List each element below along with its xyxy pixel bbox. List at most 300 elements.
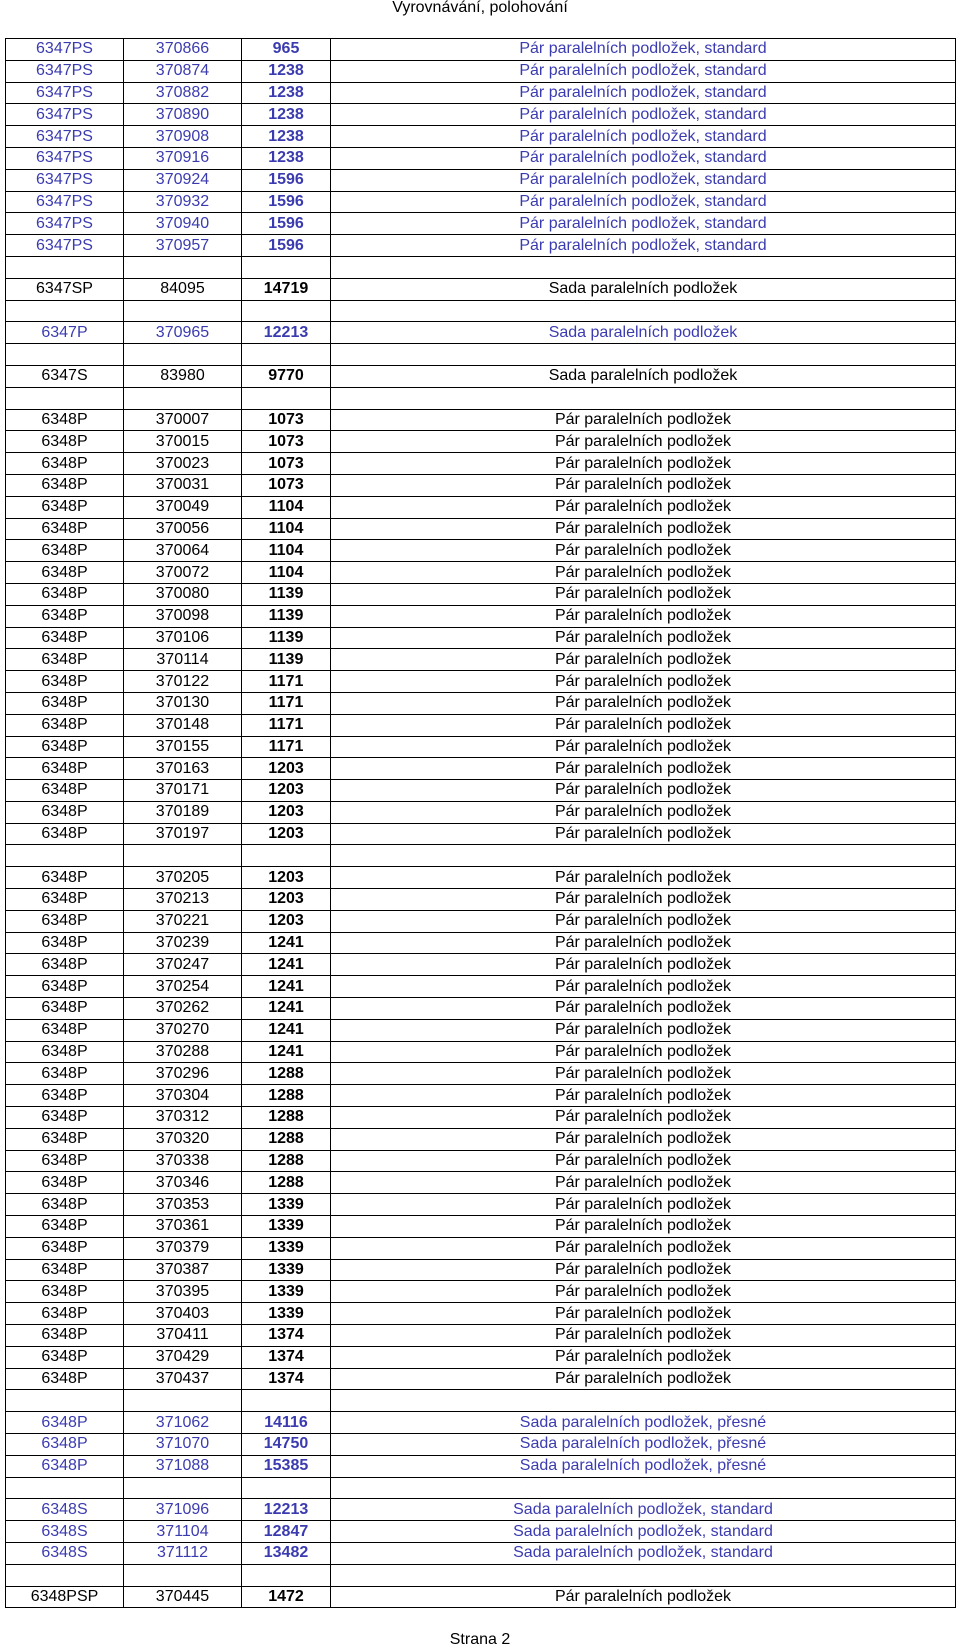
order-number-cell: 370155 (124, 736, 242, 758)
price-cell: 1171 (242, 736, 331, 758)
price-cell: 1288 (242, 1063, 331, 1085)
description-cell: Pár paralelních podložek (331, 976, 956, 998)
order-number-cell: 370148 (124, 714, 242, 736)
description-cell: Pár paralelních podložek, standard (331, 213, 956, 235)
code-cell: 6348P (6, 1325, 124, 1347)
code-cell (6, 1477, 124, 1499)
code-cell (6, 1390, 124, 1412)
description-cell (331, 1390, 956, 1412)
order-number-cell: 83980 (124, 365, 242, 387)
price-cell: 1073 (242, 409, 331, 431)
description-cell: Pár paralelních podložek (331, 867, 956, 889)
table-row (6, 496, 956, 518)
code-cell: 6348P (6, 1237, 124, 1259)
description-cell (331, 256, 956, 278)
order-number-cell: 370122 (124, 671, 242, 693)
table-row (6, 867, 956, 889)
code-cell: 6347PS (6, 235, 124, 257)
price-cell: 1374 (242, 1346, 331, 1368)
code-cell: 6347PS (6, 169, 124, 191)
order-number-cell: 370338 (124, 1150, 242, 1172)
description-cell: Pár paralelních podložek, standard (331, 60, 956, 82)
description-cell: Pár paralelních podložek (331, 1085, 956, 1107)
code-cell: 6348P (6, 583, 124, 605)
code-cell: 6348P (6, 736, 124, 758)
order-number-cell: 371070 (124, 1434, 242, 1456)
order-number-cell: 370965 (124, 322, 242, 344)
description-cell: Pár paralelních podložek, standard (331, 147, 956, 169)
code-cell: 6348P (6, 1346, 124, 1368)
order-number-cell: 370056 (124, 518, 242, 540)
description-cell: Pár paralelních podložek (331, 1259, 956, 1281)
order-number-cell: 370072 (124, 562, 242, 584)
description-cell: Sada paralelních podložek (331, 322, 956, 344)
table-row (6, 1521, 956, 1543)
order-number-cell: 370163 (124, 758, 242, 780)
code-cell: 6347S (6, 365, 124, 387)
table-row (6, 82, 956, 104)
order-number-cell: 370353 (124, 1194, 242, 1216)
order-number-cell: 370288 (124, 1041, 242, 1063)
description-cell: Sada paralelních podložek, standard (331, 1542, 956, 1564)
price-table (5, 38, 956, 1608)
order-number-cell: 370882 (124, 82, 242, 104)
table-row (6, 540, 956, 562)
order-number-cell: 370940 (124, 213, 242, 235)
price-cell: 1104 (242, 518, 331, 540)
price-cell: 1241 (242, 976, 331, 998)
code-cell: 6347PS (6, 104, 124, 126)
price-cell (242, 1564, 331, 1586)
code-cell: 6348P (6, 409, 124, 431)
code-cell: 6348P (6, 649, 124, 671)
description-cell: Pár paralelních podložek (331, 1325, 956, 1347)
table-row (6, 1237, 956, 1259)
price-cell: 1203 (242, 889, 331, 911)
order-number-cell (124, 300, 242, 322)
price-cell: 1073 (242, 474, 331, 496)
order-number-cell: 370429 (124, 1346, 242, 1368)
description-cell: Pár paralelních podložek (331, 823, 956, 845)
code-cell: 6347PS (6, 213, 124, 235)
table-row (6, 147, 956, 169)
description-cell: Pár paralelních podložek (331, 1194, 956, 1216)
order-number-cell: 370916 (124, 147, 242, 169)
table-row (6, 910, 956, 932)
price-cell: 1171 (242, 692, 331, 714)
table-row (6, 1303, 956, 1325)
price-cell: 1171 (242, 714, 331, 736)
order-number-cell: 370023 (124, 453, 242, 475)
blank-separator-row (6, 1390, 956, 1412)
table-row (6, 104, 956, 126)
code-cell: 6347PS (6, 191, 124, 213)
table-row (6, 1259, 956, 1281)
code-cell: 6348P (6, 954, 124, 976)
description-cell: Pár paralelních podložek, standard (331, 104, 956, 126)
code-cell: 6348P (6, 889, 124, 911)
order-number-cell: 371096 (124, 1499, 242, 1521)
description-cell: Pár paralelních podložek (331, 1128, 956, 1150)
code-cell (6, 1564, 124, 1586)
price-cell: 1288 (242, 1107, 331, 1129)
description-cell: Pár paralelních podložek (331, 431, 956, 453)
order-number-cell: 370346 (124, 1172, 242, 1194)
order-number-cell: 370254 (124, 976, 242, 998)
table-row (6, 1194, 956, 1216)
order-number-cell: 370270 (124, 1019, 242, 1041)
description-cell: Sada paralelních podložek (331, 278, 956, 300)
code-cell: 6347SP (6, 278, 124, 300)
order-number-cell: 370437 (124, 1368, 242, 1390)
code-cell: 6348P (6, 714, 124, 736)
code-cell (6, 344, 124, 366)
price-cell: 13482 (242, 1542, 331, 1564)
price-cell: 1171 (242, 671, 331, 693)
table-row (6, 126, 956, 148)
order-number-cell: 370106 (124, 627, 242, 649)
table-row (6, 671, 956, 693)
price-cell: 1203 (242, 758, 331, 780)
description-cell: Pár paralelních podložek (331, 649, 956, 671)
price-table-body (6, 39, 956, 1608)
code-cell: 6348P (6, 1128, 124, 1150)
price-cell: 1073 (242, 431, 331, 453)
price-cell (242, 256, 331, 278)
code-cell: 6348P (6, 453, 124, 475)
blank-separator-row (6, 256, 956, 278)
order-number-cell: 370015 (124, 431, 242, 453)
code-cell: 6348P (6, 910, 124, 932)
order-number-cell: 370924 (124, 169, 242, 191)
description-cell: Pár paralelních podložek (331, 910, 956, 932)
table-row (6, 1412, 956, 1434)
code-cell: 6347PS (6, 60, 124, 82)
order-number-cell: 370130 (124, 692, 242, 714)
description-cell: Pár paralelních podložek (331, 474, 956, 496)
code-cell: 6348P (6, 671, 124, 693)
code-cell: 6348P (6, 474, 124, 496)
description-cell: Pár paralelních podložek (331, 562, 956, 584)
table-row (6, 1586, 956, 1608)
price-cell: 1139 (242, 605, 331, 627)
code-cell: 6347PS (6, 39, 124, 61)
code-cell: 6348S (6, 1521, 124, 1543)
order-number-cell (124, 1477, 242, 1499)
code-cell (6, 256, 124, 278)
price-cell: 1203 (242, 867, 331, 889)
code-cell: 6348P (6, 758, 124, 780)
order-number-cell: 370361 (124, 1216, 242, 1238)
order-number-cell: 370221 (124, 910, 242, 932)
price-cell: 1339 (242, 1194, 331, 1216)
price-cell (242, 845, 331, 867)
order-number-cell: 370874 (124, 60, 242, 82)
blank-separator-row (6, 387, 956, 409)
table-row (6, 278, 956, 300)
price-cell: 1339 (242, 1216, 331, 1238)
order-number-cell: 370320 (124, 1128, 242, 1150)
table-row (6, 889, 956, 911)
description-cell: Sada paralelních podložek, standard (331, 1499, 956, 1521)
price-cell: 1139 (242, 649, 331, 671)
code-cell: 6348P (6, 431, 124, 453)
code-cell (6, 387, 124, 409)
price-cell: 1238 (242, 60, 331, 82)
code-cell: 6348P (6, 998, 124, 1020)
code-cell: 6348P (6, 1455, 124, 1477)
order-number-cell: 371112 (124, 1542, 242, 1564)
blank-separator-row (6, 1564, 956, 1586)
code-cell: 6348P (6, 605, 124, 627)
code-cell: 6348P (6, 1368, 124, 1390)
order-number-cell: 370908 (124, 126, 242, 148)
table-row (6, 169, 956, 191)
description-cell: Pár paralelních podložek (331, 1281, 956, 1303)
code-cell: 6348P (6, 1085, 124, 1107)
table-row (6, 431, 956, 453)
code-cell: 6348P (6, 1150, 124, 1172)
price-cell: 1139 (242, 583, 331, 605)
table-row (6, 823, 956, 845)
code-cell: 6348P (6, 496, 124, 518)
price-cell: 14719 (242, 278, 331, 300)
table-row (6, 518, 956, 540)
table-row (6, 562, 956, 584)
table-row (6, 1216, 956, 1238)
price-cell: 1596 (242, 235, 331, 257)
description-cell: Pár paralelních podložek (331, 1107, 956, 1129)
price-cell: 1203 (242, 801, 331, 823)
price-cell: 14750 (242, 1434, 331, 1456)
order-number-cell: 371088 (124, 1455, 242, 1477)
order-number-cell: 370189 (124, 801, 242, 823)
order-number-cell: 370114 (124, 649, 242, 671)
code-cell (6, 300, 124, 322)
code-cell: 6348P (6, 1259, 124, 1281)
price-cell: 1339 (242, 1281, 331, 1303)
description-cell: Pár paralelních podložek (331, 1063, 956, 1085)
description-cell: Pár paralelních podložek (331, 1368, 956, 1390)
order-number-cell: 370262 (124, 998, 242, 1020)
description-cell: Pár paralelních podložek (331, 692, 956, 714)
code-cell: 6348P (6, 1063, 124, 1085)
page-title: Vyrovnávání, polohování (392, 0, 568, 16)
price-cell: 1374 (242, 1368, 331, 1390)
order-number-cell: 370213 (124, 889, 242, 911)
order-number-cell: 370932 (124, 191, 242, 213)
page-footer: Strana 2 (449, 1631, 511, 1648)
price-cell (242, 1477, 331, 1499)
table-row (6, 1368, 956, 1390)
table-row (6, 191, 956, 213)
price-cell: 1238 (242, 104, 331, 126)
description-cell: Pár paralelních podložek (331, 1346, 956, 1368)
table-row (6, 1346, 956, 1368)
order-number-cell: 370411 (124, 1325, 242, 1347)
price-cell: 1238 (242, 126, 331, 148)
price-cell: 1288 (242, 1128, 331, 1150)
price-cell (242, 1390, 331, 1412)
description-cell: Sada paralelních podložek, přesné (331, 1434, 956, 1456)
order-number-cell: 370098 (124, 605, 242, 627)
description-cell: Pár paralelních podložek (331, 1041, 956, 1063)
table-row (6, 1019, 956, 1041)
code-cell: 6347PS (6, 82, 124, 104)
description-cell: Pár paralelních podložek (331, 1586, 956, 1608)
price-cell: 1374 (242, 1325, 331, 1347)
price-cell: 1288 (242, 1150, 331, 1172)
order-number-cell (124, 256, 242, 278)
order-number-cell (124, 1390, 242, 1412)
table-row (6, 1150, 956, 1172)
code-cell: 6348P (6, 627, 124, 649)
price-cell: 1104 (242, 496, 331, 518)
description-cell: Pár paralelních podložek (331, 627, 956, 649)
table-row (6, 1172, 956, 1194)
description-cell: Pár paralelních podložek (331, 736, 956, 758)
description-cell (331, 344, 956, 366)
table-row (6, 736, 956, 758)
price-cell: 1203 (242, 910, 331, 932)
code-cell: 6348P (6, 1303, 124, 1325)
description-cell: Pár paralelních podložek (331, 583, 956, 605)
description-cell: Pár paralelních podložek, standard (331, 126, 956, 148)
price-cell: 12847 (242, 1521, 331, 1543)
code-cell: 6348P (6, 692, 124, 714)
table-row (6, 365, 956, 387)
description-cell: Pár paralelních podložek (331, 998, 956, 1020)
order-number-cell: 370304 (124, 1085, 242, 1107)
description-cell: Pár paralelních podložek (331, 758, 956, 780)
price-cell: 1104 (242, 562, 331, 584)
code-cell: 6348P (6, 1434, 124, 1456)
price-cell: 1241 (242, 1041, 331, 1063)
description-cell (331, 387, 956, 409)
description-cell: Pár paralelních podložek (331, 540, 956, 562)
description-cell: Pár paralelních podložek, standard (331, 169, 956, 191)
order-number-cell: 370171 (124, 780, 242, 802)
order-number-cell: 370031 (124, 474, 242, 496)
code-cell: 6348S (6, 1499, 124, 1521)
description-cell: Pár paralelních podložek (331, 1303, 956, 1325)
code-cell: 6347PS (6, 147, 124, 169)
description-cell: Pár paralelních podložek, standard (331, 191, 956, 213)
price-cell (242, 387, 331, 409)
description-cell: Pár paralelních podložek, standard (331, 39, 956, 61)
price-cell: 1238 (242, 147, 331, 169)
order-number-cell: 370247 (124, 954, 242, 976)
code-cell: 6348P (6, 780, 124, 802)
code-cell: 6348P (6, 540, 124, 562)
price-cell: 1203 (242, 823, 331, 845)
price-cell: 1238 (242, 82, 331, 104)
code-cell: 6348P (6, 518, 124, 540)
price-cell: 1139 (242, 627, 331, 649)
price-cell: 1241 (242, 954, 331, 976)
order-number-cell: 84095 (124, 278, 242, 300)
description-cell: Pár paralelních podložek (331, 1172, 956, 1194)
order-number-cell: 370957 (124, 235, 242, 257)
order-number-cell: 370049 (124, 496, 242, 518)
description-cell (331, 1477, 956, 1499)
price-cell: 15385 (242, 1455, 331, 1477)
table-row (6, 1455, 956, 1477)
code-cell: 6348S (6, 1542, 124, 1564)
description-cell: Sada paralelních podložek, přesné (331, 1455, 956, 1477)
code-cell: 6348P (6, 562, 124, 584)
order-number-cell (124, 344, 242, 366)
table-row (6, 780, 956, 802)
price-cell: 1203 (242, 780, 331, 802)
price-cell: 1596 (242, 169, 331, 191)
code-cell: 6348PSP (6, 1586, 124, 1608)
code-cell: 6348P (6, 823, 124, 845)
code-cell: 6347P (6, 322, 124, 344)
description-cell: Pár paralelních podložek, standard (331, 82, 956, 104)
order-number-cell (124, 1564, 242, 1586)
price-cell: 1073 (242, 453, 331, 475)
blank-separator-row (6, 1477, 956, 1499)
table-row (6, 1542, 956, 1564)
price-cell: 1241 (242, 998, 331, 1020)
table-row (6, 453, 956, 475)
description-cell: Pár paralelních podložek (331, 1019, 956, 1041)
description-cell: Pár paralelních podložek (331, 409, 956, 431)
description-cell: Sada paralelních podložek, přesné (331, 1412, 956, 1434)
order-number-cell: 370866 (124, 39, 242, 61)
order-number-cell: 370197 (124, 823, 242, 845)
table-row (6, 1085, 956, 1107)
table-row (6, 627, 956, 649)
blank-separator-row (6, 845, 956, 867)
description-cell: Pár paralelních podložek (331, 1237, 956, 1259)
table-row (6, 1325, 956, 1347)
order-number-cell (124, 845, 242, 867)
price-cell: 12213 (242, 1499, 331, 1521)
order-number-cell: 370007 (124, 409, 242, 431)
description-cell: Pár paralelních podložek (331, 954, 956, 976)
code-cell: 6348P (6, 1107, 124, 1129)
code-cell: 6348P (6, 1041, 124, 1063)
table-row (6, 932, 956, 954)
code-cell: 6348P (6, 976, 124, 998)
description-cell: Pár paralelních podložek (331, 1216, 956, 1238)
price-cell: 12213 (242, 322, 331, 344)
table-row (6, 1107, 956, 1129)
blank-separator-row (6, 344, 956, 366)
price-cell: 965 (242, 39, 331, 61)
description-cell: Pár paralelních podložek (331, 932, 956, 954)
description-cell (331, 1564, 956, 1586)
description-cell: Pár paralelních podložek (331, 889, 956, 911)
order-number-cell: 370890 (124, 104, 242, 126)
description-cell: Pár paralelních podložek (331, 801, 956, 823)
description-cell (331, 300, 956, 322)
table-row (6, 213, 956, 235)
description-cell: Sada paralelních podložek, standard (331, 1521, 956, 1543)
code-cell (6, 845, 124, 867)
table-row (6, 1041, 956, 1063)
code-cell: 6348P (6, 801, 124, 823)
table-row (6, 758, 956, 780)
description-cell: Pár paralelních podložek (331, 1150, 956, 1172)
order-number-cell: 370445 (124, 1586, 242, 1608)
table-row (6, 976, 956, 998)
order-number-cell: 370239 (124, 932, 242, 954)
order-number-cell: 370379 (124, 1237, 242, 1259)
price-cell: 1288 (242, 1172, 331, 1194)
